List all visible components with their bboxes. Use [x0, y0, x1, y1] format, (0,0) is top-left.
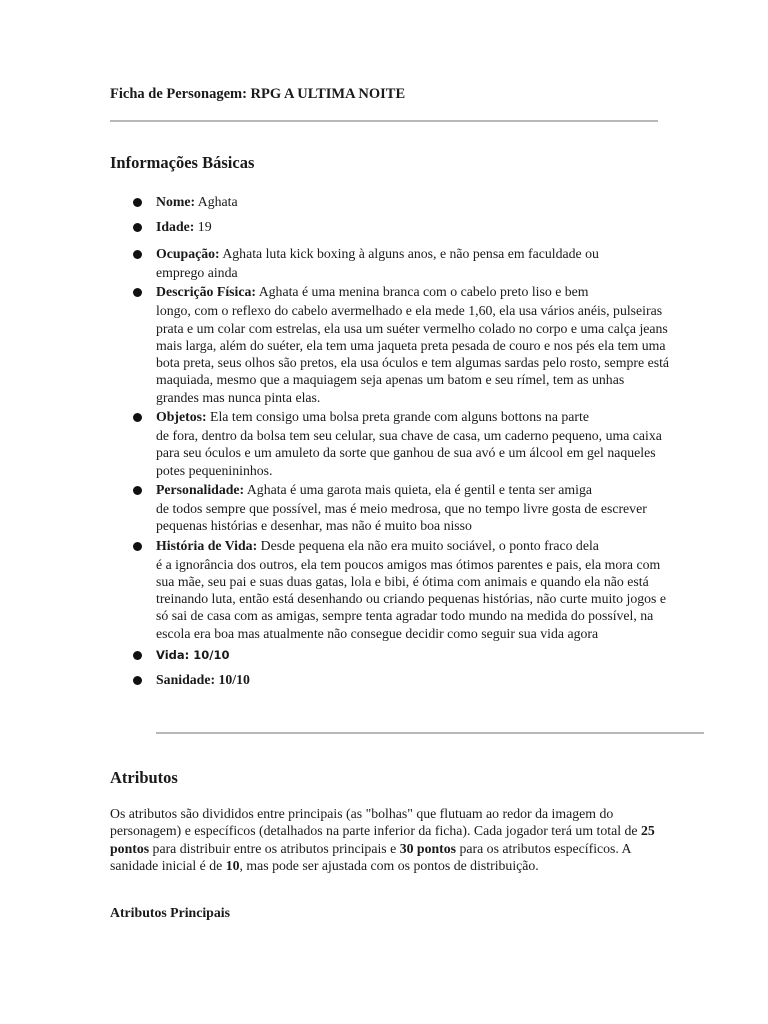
main-attributes-heading: Atributos Principais	[110, 905, 230, 920]
info-value-continued: emprego ainda	[156, 265, 238, 280]
info-value: Aghata luta kick boxing à alguns anos, e não pensa em faculdade ou	[219, 246, 599, 261]
info-item-ocupacao	[110, 244, 670, 281]
info-item-descricao-fisica	[110, 282, 670, 406]
info-value: Ela tem consigo uma bolsa preta grande com alguns bottons na parte	[206, 409, 589, 425]
info-value: 19	[194, 219, 212, 234]
basic-info-heading: Informações Básicas	[110, 153, 255, 172]
attr-text-part: , mas pode ser ajustada com os pontos de distribuição.	[239, 857, 539, 873]
attr-points-main: 25 pontos	[110, 823, 655, 856]
info-item-personalidade	[110, 480, 670, 535]
attributes-description	[110, 805, 670, 874]
info-label: Vida: 10/10	[156, 648, 230, 663]
title-divider	[110, 120, 658, 122]
document-title: Ficha de Personagem: RPG A ULTIMA NOITE	[110, 86, 406, 102]
info-value: Aghata é uma menina branca com o cabelo preto liso e bem	[256, 284, 589, 300]
bullet-icon	[133, 413, 142, 422]
info-item-idade	[110, 217, 670, 237]
info-value-continued: de fora, dentro da bolsa tem seu celular, sua chave de casa, um caderno pequeno, uma caixa para seu óculos e um amuleto da sorte que ganhou de sua avó e um álcool em gel naqueles potes pequenininhos.	[156, 428, 662, 478]
info-label: Idade:	[156, 219, 195, 234]
bullet-icon	[133, 250, 142, 259]
attr-text-part: Os atributos são divididos entre principais (as "bolhas" que flutuam ao redor da imagem do personagem) e específicos (detalhados na parte inferior da ficha). Cada jogador terá um total de	[110, 806, 641, 839]
info-value-continued: é a ignorância dos outros, ela tem poucos amigos mas ótimos parentes e pais, ela mora com sua mãe, seu pai e suas duas gatas, lola e bibi, é ótima com animais e quando ela não está treinando luta, então está desenhando ou criando pequenas histórias, não curte muito jogos e só sai de casa com as amigas, sempre tenta agradar todo mundo na medida do possível, na escola era boa mas atualmente não consegue decidir como seguir sua vida agora	[156, 556, 666, 641]
info-value: Aghata é uma garota mais quieta, ela é gentil e tenta ser amiga	[244, 481, 593, 497]
bullet-icon	[133, 288, 142, 297]
attr-initial-sanity: 10	[225, 857, 240, 873]
bullet-icon	[133, 486, 142, 495]
info-value-continued: de todos sempre que possível, mas é meio medrosa, que no tempo livre gosta de escrever pequenas histórias e desenhar, mas não é muito boa nisso	[156, 500, 647, 534]
info-value: Desde pequena ela não era muito sociável, o ponto fraco dela	[257, 537, 599, 553]
info-label: Personalidade:	[156, 481, 245, 497]
info-item-historia-de-vida	[110, 536, 670, 642]
info-item-vida	[110, 645, 670, 665]
info-value: Aghata	[195, 194, 238, 209]
attributes-heading: Atributos	[110, 768, 178, 787]
bullet-icon	[133, 676, 142, 685]
info-item-objetos	[110, 407, 670, 479]
info-label: Objetos:	[156, 409, 207, 425]
info-label: Ocupação:	[156, 246, 220, 261]
bullet-icon	[133, 542, 142, 551]
info-label: Descrição Física:	[156, 284, 256, 300]
attr-text-part: para os atributos específicos. A sanidade inicial é de	[110, 840, 631, 873]
bullet-icon	[133, 198, 142, 207]
info-value-continued: longo, com o reflexo do cabelo avermelhado e ela mede 1,60, ela usa vários anéis, pulseiras prata e um colar com estrelas, ela usa um suéter vermelho colado no corpo e uma calça jeans mais larga, além do suéter, ela tem uma jaqueta preta pesada de couro e nos pés ela tem uma bota preta, seus olhos são pretos, ela usa óculos e tem algumas sardas pelo rosto, sempre está maquiada, mesmo que a maquiagem seja apenas um batom e seu rímel, tem as unhas grandes mas nunca pinta elas.	[156, 303, 670, 405]
bullet-icon	[133, 651, 142, 660]
attr-points-specific: 30 pontos	[399, 840, 457, 856]
info-label: Sanidade: 10/10	[156, 672, 250, 688]
attr-text-part: para distribuir entre os atributos principais e	[149, 840, 400, 856]
info-label: História de Vida:	[156, 537, 258, 553]
info-item-nome	[110, 192, 670, 212]
sanity-divider	[156, 732, 704, 734]
bullet-icon	[133, 223, 142, 232]
info-item-sanidade	[110, 670, 670, 690]
info-label: Nome:	[156, 194, 196, 209]
basic-info-list	[110, 192, 670, 690]
